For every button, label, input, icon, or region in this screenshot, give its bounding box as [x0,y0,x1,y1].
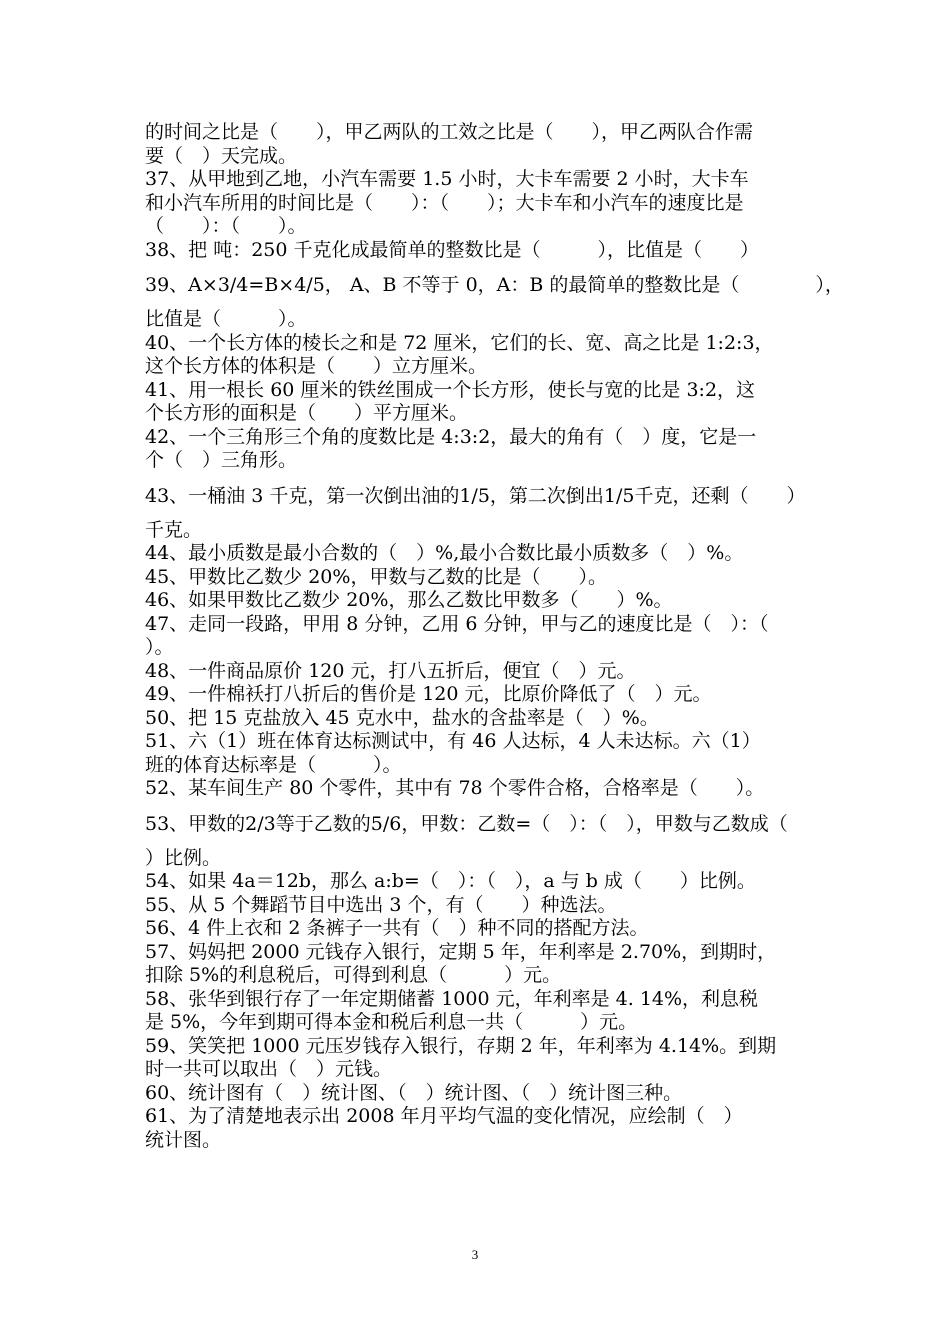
text-line: 46、如果甲数比乙数少 20%，那么乙数比甲数多（ ）%。 [145,589,673,611]
text-line: 53、甲数的2/3等于乙数的5/6，甲数：乙数=（ ）：（ ），甲数与乙数成（ [145,812,788,835]
text-line: 48、一件商品原价 120 元，打八五折后，便宜（ ）元。 [145,659,636,682]
text-line: 时一共可以取出（ ）元钱。 [145,1058,393,1080]
text-line: 49、一件棉袄打八折后的售价是 120 元，比原价降低了（ ）元。 [145,683,712,705]
text-line: 52、某车间生产 80 个零件，其中有 78 个零件合格，合格率是（ ）。 [145,777,765,799]
text-line: 45、甲数比乙数少 20%，甲数与乙数的比是（ ）。 [145,565,607,588]
text-line: 51、六（1）班在体育达标测试中，有 46 人达标，4 人未达标。六（1） [145,730,761,752]
text-line: 41、用一根长 60 厘米的铁丝围成一个长方形，使长与宽的比是 3:2，这 [145,378,756,401]
text-line: 和小汽车所用的时间比是（ ）：（ ）；大卡车和小汽车的速度比是 [145,191,744,214]
text-line: 40、一个长方体的棱长之和是 72 厘米，它们的长、宽、高之比是 1:2:3， [145,331,774,354]
text-line: 统计图。 [145,1128,222,1151]
text-line: 54、如果 4a＝12b，那么 a:b=（ ）：（ ），a 与 b 成（ ）比例。 [145,870,756,892]
text-line: 55、从 5 个舞蹈节目中选出 3 个，有（ ）种选法。 [145,893,617,916]
text-line: 要（ ）天完成。 [145,144,298,167]
text-line: 57、妈妈把 2000 元钱存入银行，定期 5 年，年利率是 2.70%，到期时， [145,940,777,963]
text-line: （ ）：（ ）。 [145,215,307,237]
text-line: 这个长方体的体积是（ ）立方厘米。 [145,355,488,377]
text-line: 58、张华到银行存了一年定期储蓄 1000 元，年利率是 4. 14%，利息税 [145,987,759,1010]
text-line: 47、走同一段路，甲用 8 分钟，乙用 6 分钟，甲与乙的速度比是（ ）：（ [145,612,769,635]
text-line: 是 5%，今年到期可得本金和税后利息一共（ ）元。 [145,1011,638,1033]
text-line: 扣除 5%的利息税后，可得到利息（ ）元。 [145,964,562,986]
text-line: 42、一个三角形三个角的度数比是 4:3:2，最大的角有（ ）度，它是一 [145,425,757,448]
text-line: 千克。 [145,518,203,541]
text-line: 的时间之比是（ ），甲乙两队的工效之比是（ ），甲乙两队合作需 [145,121,754,143]
text-line: 39、A×3/4=B×4/5， A、B 不等于 0，A：B 的最简单的整数比是（ ）， [145,274,844,296]
text-line: 56、4 件上衣和 2 条裤子一共有（ ）种不同的搭配方法。 [145,917,649,939]
text-line: 60、统计图有（ ）统计图、（ ）统计图、（ ）统计图三种。 [145,1081,683,1104]
text-line: 个长方形的面积是（ ）平方厘米。 [145,402,469,424]
text-line: 43、一桶油 3 千克，第一次倒出油的1/5，第二次倒出1/5千克，还剩（ ） [145,484,806,507]
text-line: 37、从甲地到乙地，小汽车需要 1.5 小时，大卡车需要 2 小时，大卡车 [145,168,749,190]
text-line: 59、笑笑把 1000 元压岁钱存入银行，存期 2 年，年利率为 4.14%。到期 [145,1034,777,1057]
text-line: 44、最小质数是最小合数的（ ）%,最小合数比最小质数多（ ）%。 [145,542,744,564]
page-number: 3 [471,1247,479,1262]
text-line: 个（ ）三角形。 [145,449,298,471]
text-line: 50、把 15 克盐放入 45 克水中，盐水的含盐率是（ ）%。 [145,706,659,729]
text-line: 38、把 吨：250 千克化成最简单的整数比是（ ），比值是（ ） [145,238,760,261]
text-line: ）。 [145,636,174,658]
text-line: 比值是（ ）。 [145,308,307,330]
text-line: ）比例。 [145,846,222,869]
question-list [145,121,844,1152]
text-line: 班的体育达标率是（ ）。 [145,753,402,776]
text-line: 61、为了清楚地表示出 2008 年月平均气温的变化情况，应绘制（ ） [145,1105,743,1127]
